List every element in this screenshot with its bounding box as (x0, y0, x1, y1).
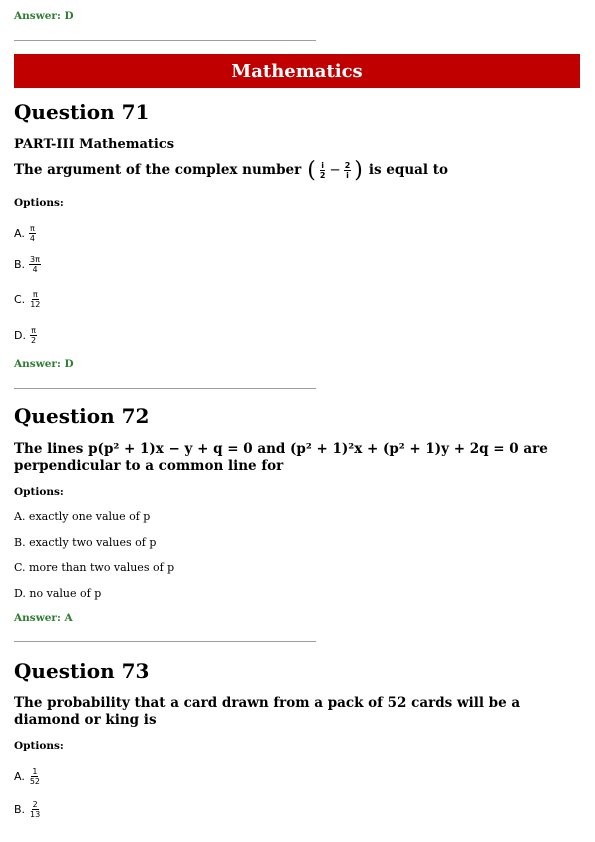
close-paren: ) (354, 157, 363, 183)
question-73-title: Question 73 (14, 659, 150, 683)
q72-text-line-1: The lines p(p² + 1)x − y + q = 0 and (p² + 1)²x + (p² + 1)y + 2q = 0 are (14, 441, 548, 457)
option-c[interactable]: C. more than two values of p (14, 561, 175, 574)
previous-answer: Answer: D (14, 10, 74, 22)
option-letter: A. (14, 227, 25, 240)
option-b[interactable] (14, 255, 41, 274)
q71-text-after: is equal to (368, 161, 448, 178)
minus-sign: − (329, 161, 341, 178)
question-71-title: Question 71 (14, 100, 150, 124)
option-fraction: $\frac{3\pi}{4}$ (30, 255, 40, 274)
q73-text-line-2: diamond or king is (14, 712, 157, 728)
option-fraction: $\frac{\pi}{2}$ (30, 326, 37, 345)
option-letter: B. (14, 258, 26, 271)
option-fraction: $\frac{\pi}{4}$ (29, 224, 35, 243)
divider (14, 40, 316, 41)
q73-text-line-1: The probability that a card drawn from a pack of 52 cards will be a (14, 695, 521, 711)
option-letter: B. (14, 803, 26, 816)
option-a[interactable]: A. exactly one value of p (14, 510, 151, 523)
q71-text-before: The argument of the complex number (14, 161, 302, 178)
section-header: Mathematics (14, 54, 580, 88)
option-letter: A. (14, 770, 25, 783)
option-c[interactable] (14, 290, 41, 309)
q72-text-line-2: perpendicular to a common line for (14, 458, 284, 474)
option-d[interactable]: D. no value of p (14, 587, 102, 600)
option-a[interactable] (14, 767, 41, 786)
q71-fraction-1: $\frac{i}{2}$ (319, 160, 326, 180)
option-fraction: $\frac{1}{52}$ (29, 767, 41, 786)
question-71-text (14, 158, 554, 182)
option-letter: C. (14, 293, 26, 306)
option-a[interactable] (14, 224, 36, 243)
options-label: Options: (14, 486, 64, 498)
option-b[interactable] (14, 800, 41, 819)
options-label: Options: (14, 740, 64, 752)
option-fraction: $\frac{\pi}{12}$ (30, 290, 41, 309)
q71-answer: Answer: D (14, 358, 74, 370)
question-72-title: Question 72 (14, 404, 150, 428)
options-label: Options: (14, 197, 64, 209)
question-72-text (14, 441, 554, 475)
open-paren: ( (307, 157, 316, 183)
divider (14, 388, 316, 389)
q72-answer: Answer: A (14, 612, 73, 624)
option-b[interactable]: B. exactly two values of p (14, 536, 157, 549)
option-d[interactable] (14, 326, 37, 345)
option-letter: D. (14, 329, 26, 342)
question-73-text (14, 695, 554, 729)
q71-fraction-2: $\frac{2}{i}$ (344, 160, 351, 180)
part-label: PART-III Mathematics (14, 137, 175, 152)
divider (14, 641, 316, 642)
option-fraction: $\frac{2}{13}$ (30, 800, 41, 819)
